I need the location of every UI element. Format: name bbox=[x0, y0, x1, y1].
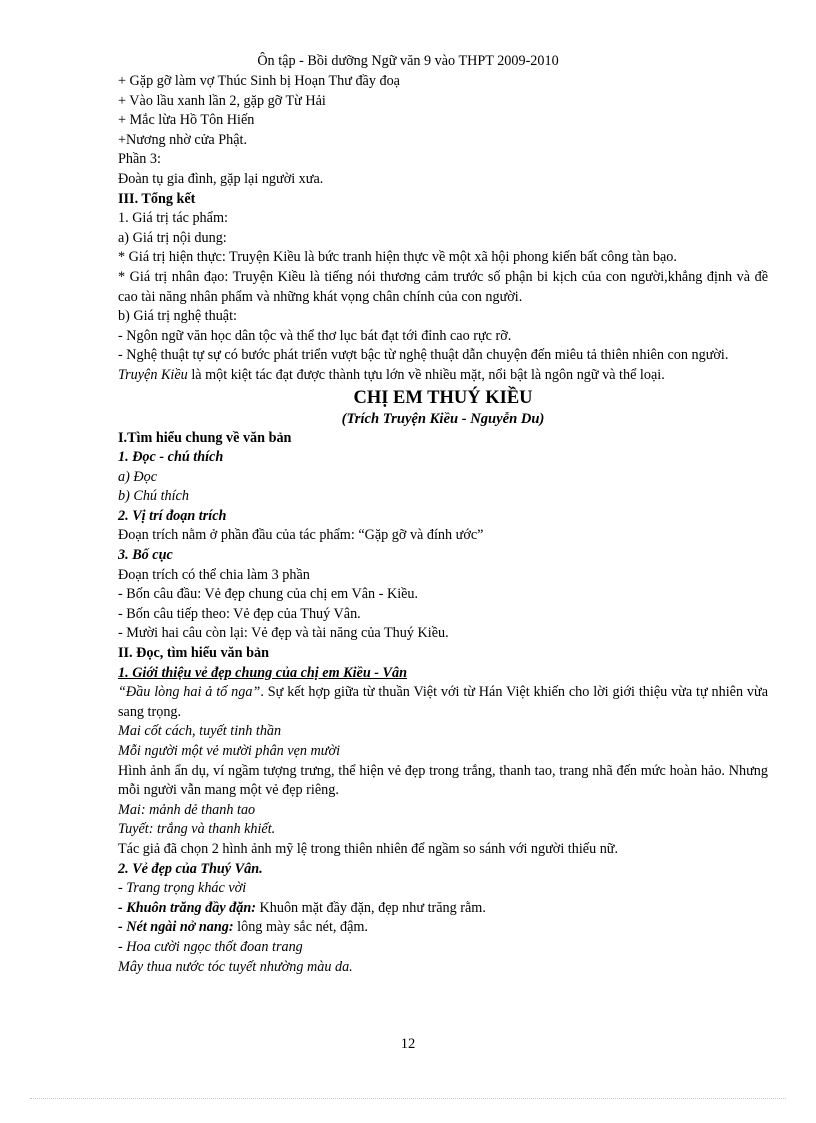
subsection-heading: 3. Bố cục bbox=[118, 547, 173, 564]
work-title: Truyện Kiều bbox=[118, 366, 188, 383]
subsection-heading: 2. Vị trí đoạn trích bbox=[118, 507, 227, 524]
summary-heading: III. Tổng kết bbox=[118, 190, 196, 207]
text-line: - Ngôn ngữ văn học dân tộc và thể thơ lục bát đạt tới đỉnh cao rực rỡ. bbox=[118, 327, 512, 344]
text-line: Đoạn trích có thể chia làm 3 phần bbox=[118, 566, 310, 583]
text-line bbox=[118, 899, 768, 919]
subsection-heading: 2. Vẻ đẹp của Thuý Vân. bbox=[118, 860, 263, 877]
text-line: b) Giá trị nghệ thuật: bbox=[118, 308, 237, 325]
lesson-subtitle: (Trích Truyện Kiều - Nguyễn Du) bbox=[341, 410, 545, 427]
verse-phrase: - Nét ngài nở nang: bbox=[118, 919, 234, 936]
page-header: Ôn tập - Bồi dưỡng Ngữ văn 9 vào THPT 2009-2010 bbox=[257, 53, 559, 69]
text-line: + Gặp gỡ làm vợ Thúc Sinh bị Hoạn Thư đầy đoạ bbox=[118, 73, 400, 89]
text-line: a) Đọc bbox=[118, 468, 158, 485]
page-number: 12 bbox=[400, 1036, 416, 1052]
section-heading: II. Đọc, tìm hiểu văn bản bbox=[118, 645, 269, 662]
text-line: + Mắc lừa Hồ Tôn Hiến bbox=[118, 112, 255, 129]
text-line: a) Giá trị nội dung: bbox=[118, 229, 227, 246]
paragraph: Hình ảnh ẩn dụ, ví ngầm tượng trưng, thể hiện vẻ đẹp trong trắng, thanh tao, trang nhã đến mức hoàn hảo. Nhưng mỗi người vẫn mang một vẻ đẹp riêng. bbox=[118, 762, 768, 799]
page-bottom-divider bbox=[30, 1098, 786, 1099]
explanation: lông mày sắc nét, đậm. bbox=[233, 919, 368, 936]
verse-phrase: - Khuôn trăng đầy đặn: bbox=[118, 899, 256, 916]
quote: “Đầu lòng hai ả tố nga” bbox=[118, 684, 261, 701]
text-line: Tác giả đã chọn 2 hình ảnh mỹ lệ trong thiên nhiên để ngầm so sánh với người thiếu nữ. bbox=[118, 840, 619, 857]
text-line: Mai: mảnh dẻ thanh tao bbox=[118, 801, 256, 818]
lesson-title: CHỊ EM THUÝ KIỀU bbox=[353, 387, 533, 408]
text-line: 1. Giá trị tác phẩm: bbox=[118, 210, 228, 227]
verse-line: Mây thua nước tóc tuyết nhường màu da. bbox=[118, 958, 353, 975]
verse-line: Mỗi người một vẻ mười phân vẹn mười bbox=[118, 743, 341, 759]
section-heading: I.Tìm hiểu chung về văn bản bbox=[118, 429, 292, 446]
text-line: - Trang trọng khác vời bbox=[118, 880, 247, 897]
paragraph: - Nghệ thuật tự sự có bước phát triển vượt bậc từ nghệ thuật dẫn chuyện đến miêu tả thiên nhiên con người. bbox=[118, 347, 729, 364]
verse-line: Mai cốt cách, tuyết tinh thần bbox=[118, 723, 282, 740]
paragraph: * Giá trị nhân đạo: Truyện Kiều là tiếng nói thương cảm trước số phận bi kịch của con người,khẳng định và đề cao tài năng nhân phẩm và những khát vọng chân chính của con người. bbox=[118, 268, 768, 305]
text-line: + Vào lầu xanh lần 2, gặp gỡ Từ Hải bbox=[118, 92, 326, 109]
text-line: b) Chú thích bbox=[118, 488, 189, 505]
conclusion-line bbox=[118, 366, 768, 386]
list-item: - Mười hai câu còn lại: Vẻ đẹp và tài năng của Thuý Kiều. bbox=[118, 625, 449, 642]
quote-comment: . Sự kết hợp giữa từ thuần Việt với từ Hán Việt khiến cho lời giới thiệu vừa tự nhiên vừa sang trọng. bbox=[118, 684, 768, 720]
text-line: * Giá trị hiện thực: Truyện Kiều là bức tranh hiện thực về một xã hội phong kiến bất công tàn bạo. bbox=[118, 249, 677, 266]
text-line: Phần 3: bbox=[118, 151, 161, 168]
text-line bbox=[118, 918, 768, 938]
subsection-heading: 1. Đọc - chú thích bbox=[118, 449, 224, 466]
text-line: +Nương nhờ cửa Phật. bbox=[118, 131, 248, 148]
subsection-heading: 1. Giới thiệu vẻ đẹp chung của chị em Kiều - Vân bbox=[118, 664, 408, 681]
text-line: Tuyết: trắng và thanh khiết. bbox=[118, 821, 276, 838]
text-line: Đoàn tụ gia đình, gặp lại người xưa. bbox=[118, 170, 324, 187]
text-line: Đoạn trích nằm ở phần đầu của tác phẩm: “Gặp gỡ và đính ước” bbox=[118, 527, 484, 544]
document-body bbox=[118, 72, 768, 977]
paragraph bbox=[118, 683, 768, 722]
explanation: Khuôn mặt đầy đặn, đẹp như trăng rằm. bbox=[255, 899, 486, 916]
list-item: - Bốn câu tiếp theo: Vẻ đẹp của Thuý Vân. bbox=[118, 605, 361, 622]
conclusion-text: là một kiệt tác đạt được thành tựu lớn về nhiều mặt, nổi bật là ngôn ngữ và thể loại. bbox=[187, 366, 665, 383]
list-item: - Bốn câu đầu: Vẻ đẹp chung của chị em Vân - Kiều. bbox=[118, 586, 419, 603]
verse-line: - Hoa cười ngọc thốt đoan trang bbox=[118, 938, 303, 955]
